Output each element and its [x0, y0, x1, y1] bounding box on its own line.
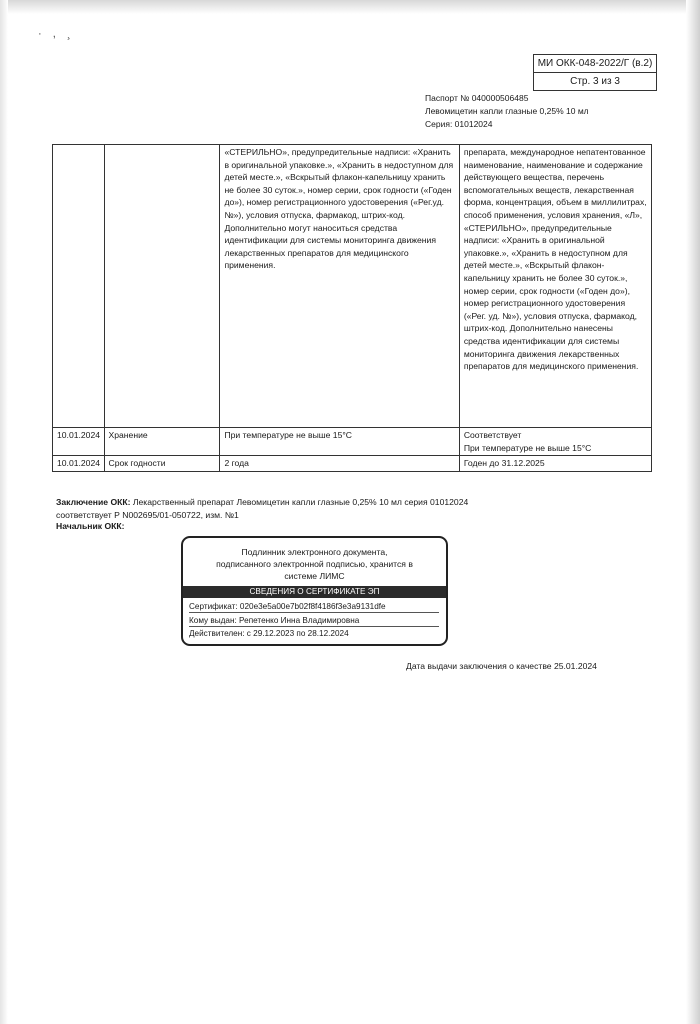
- series-number: Серия: 01012024: [425, 119, 493, 129]
- row-date: 10.01.2024: [53, 428, 105, 456]
- stamp-heading: [183, 546, 446, 582]
- issue-date: Дата выдачи заключения о качестве 25.01.2024: [406, 661, 597, 671]
- row-parameter: [104, 145, 220, 428]
- electronic-signature-stamp: [181, 536, 448, 646]
- stamp-line: подписанного электронной подписью, хранится в: [216, 559, 413, 569]
- table-row: [53, 145, 652, 428]
- chief-label: Начальник ОКК:: [56, 521, 125, 531]
- scan-specks: · , ¸: [38, 28, 75, 40]
- certificate-validity: Действителен: с 29.12.2023 по 28.12.2024: [189, 629, 349, 638]
- row-result: препарата, международное непатентованное наименование, наименование и содержание действующего вещества, перечень вспомогательных веществ, лекарственная форма, концентрация, объем в миллилитрах, способ применения, условия хранения, «Л», «СТЕРИЛЬНО», предупредительные надписи: «Хранить в оригинальной упаковке.», «Хранить в недоступном для детей месте.», «Вскрытый флакон-капельницу хранить не более 30 суток.», номер серии, срок годности («Годен до»), номер регистрационного удостоверения («Рег. уд. №»), условия отпуска, фармакод, штрих-код. Дополнительно нанесены средства идентификации для системы мониторинга движения лекарственных препаратов для медицинского применения.: [459, 145, 651, 428]
- result-line: При температуре не выше 15°С: [463, 442, 592, 453]
- scan-edge-right: [686, 0, 700, 1024]
- row-parameter: Хранение: [104, 428, 220, 456]
- row-requirement: 2 года: [220, 456, 459, 472]
- certificate-id: Сертификат: 020e3e5a00e7b02f8f4186f3e3a9131dfe: [189, 601, 439, 613]
- table-row: [53, 456, 652, 472]
- scan-edge-top: [0, 0, 700, 14]
- conclusion-text: Лекарственный препарат Левомицетин капли глазные 0,25% 10 мл серия 01012024 соответствует Р N002695/01-050722, изм. №1: [56, 497, 469, 520]
- document-code: МИ ОКК-048-2022/Г (в.2): [534, 55, 656, 73]
- page-number: Стр. 3 из 3: [570, 76, 620, 87]
- conclusion: [56, 496, 526, 521]
- certificate-header: СВЕДЕНИЯ О СЕРТИФИКАТЕ ЭП: [183, 586, 446, 598]
- row-result: [459, 428, 651, 456]
- document-code-box: [533, 54, 657, 91]
- row-requirement: При температуре не выше 15°С: [220, 428, 459, 456]
- passport-block: [425, 92, 589, 131]
- result-line: Соответствует: [463, 430, 522, 440]
- scan-edge-left: [0, 0, 8, 1024]
- quality-table: [52, 144, 652, 472]
- row-parameter: Срок годности: [104, 456, 220, 472]
- product-name: Левомицетин капли глазные 0,25% 10 мл: [425, 106, 589, 116]
- table-row: [53, 428, 652, 456]
- passport-number: Паспорт № 040000506485: [425, 93, 529, 103]
- row-date: [53, 145, 105, 428]
- row-result: Годен до 31.12.2025: [459, 456, 651, 472]
- conclusion-label: Заключение ОКК:: [56, 497, 131, 507]
- row-date: 10.01.2024: [53, 456, 105, 472]
- stamp-line: Подлинник электронного документа,: [241, 547, 388, 557]
- row-requirement: «СТЕРИЛЬНО», предупредительные надписи: «Хранить в оригинальной упаковке.», «Хранить в недоступном для детей месте.», «Вскрытый флакон-капельницу хранить не более 30 суток.», номер серии, срок годности («Годен до»), номер регистрационного удостоверения («Рег.уд. №»), условия отпуска, фармакод, штрих-код. Дополнительно могут наноситься средства идентификации для системы мониторинга движения лекарственных препаратов для медицинского применения.: [220, 145, 459, 428]
- certificate-owner: Кому выдан: Репетенко Инна Владимировна: [189, 615, 439, 627]
- stamp-line: системе ЛИМС: [284, 571, 345, 581]
